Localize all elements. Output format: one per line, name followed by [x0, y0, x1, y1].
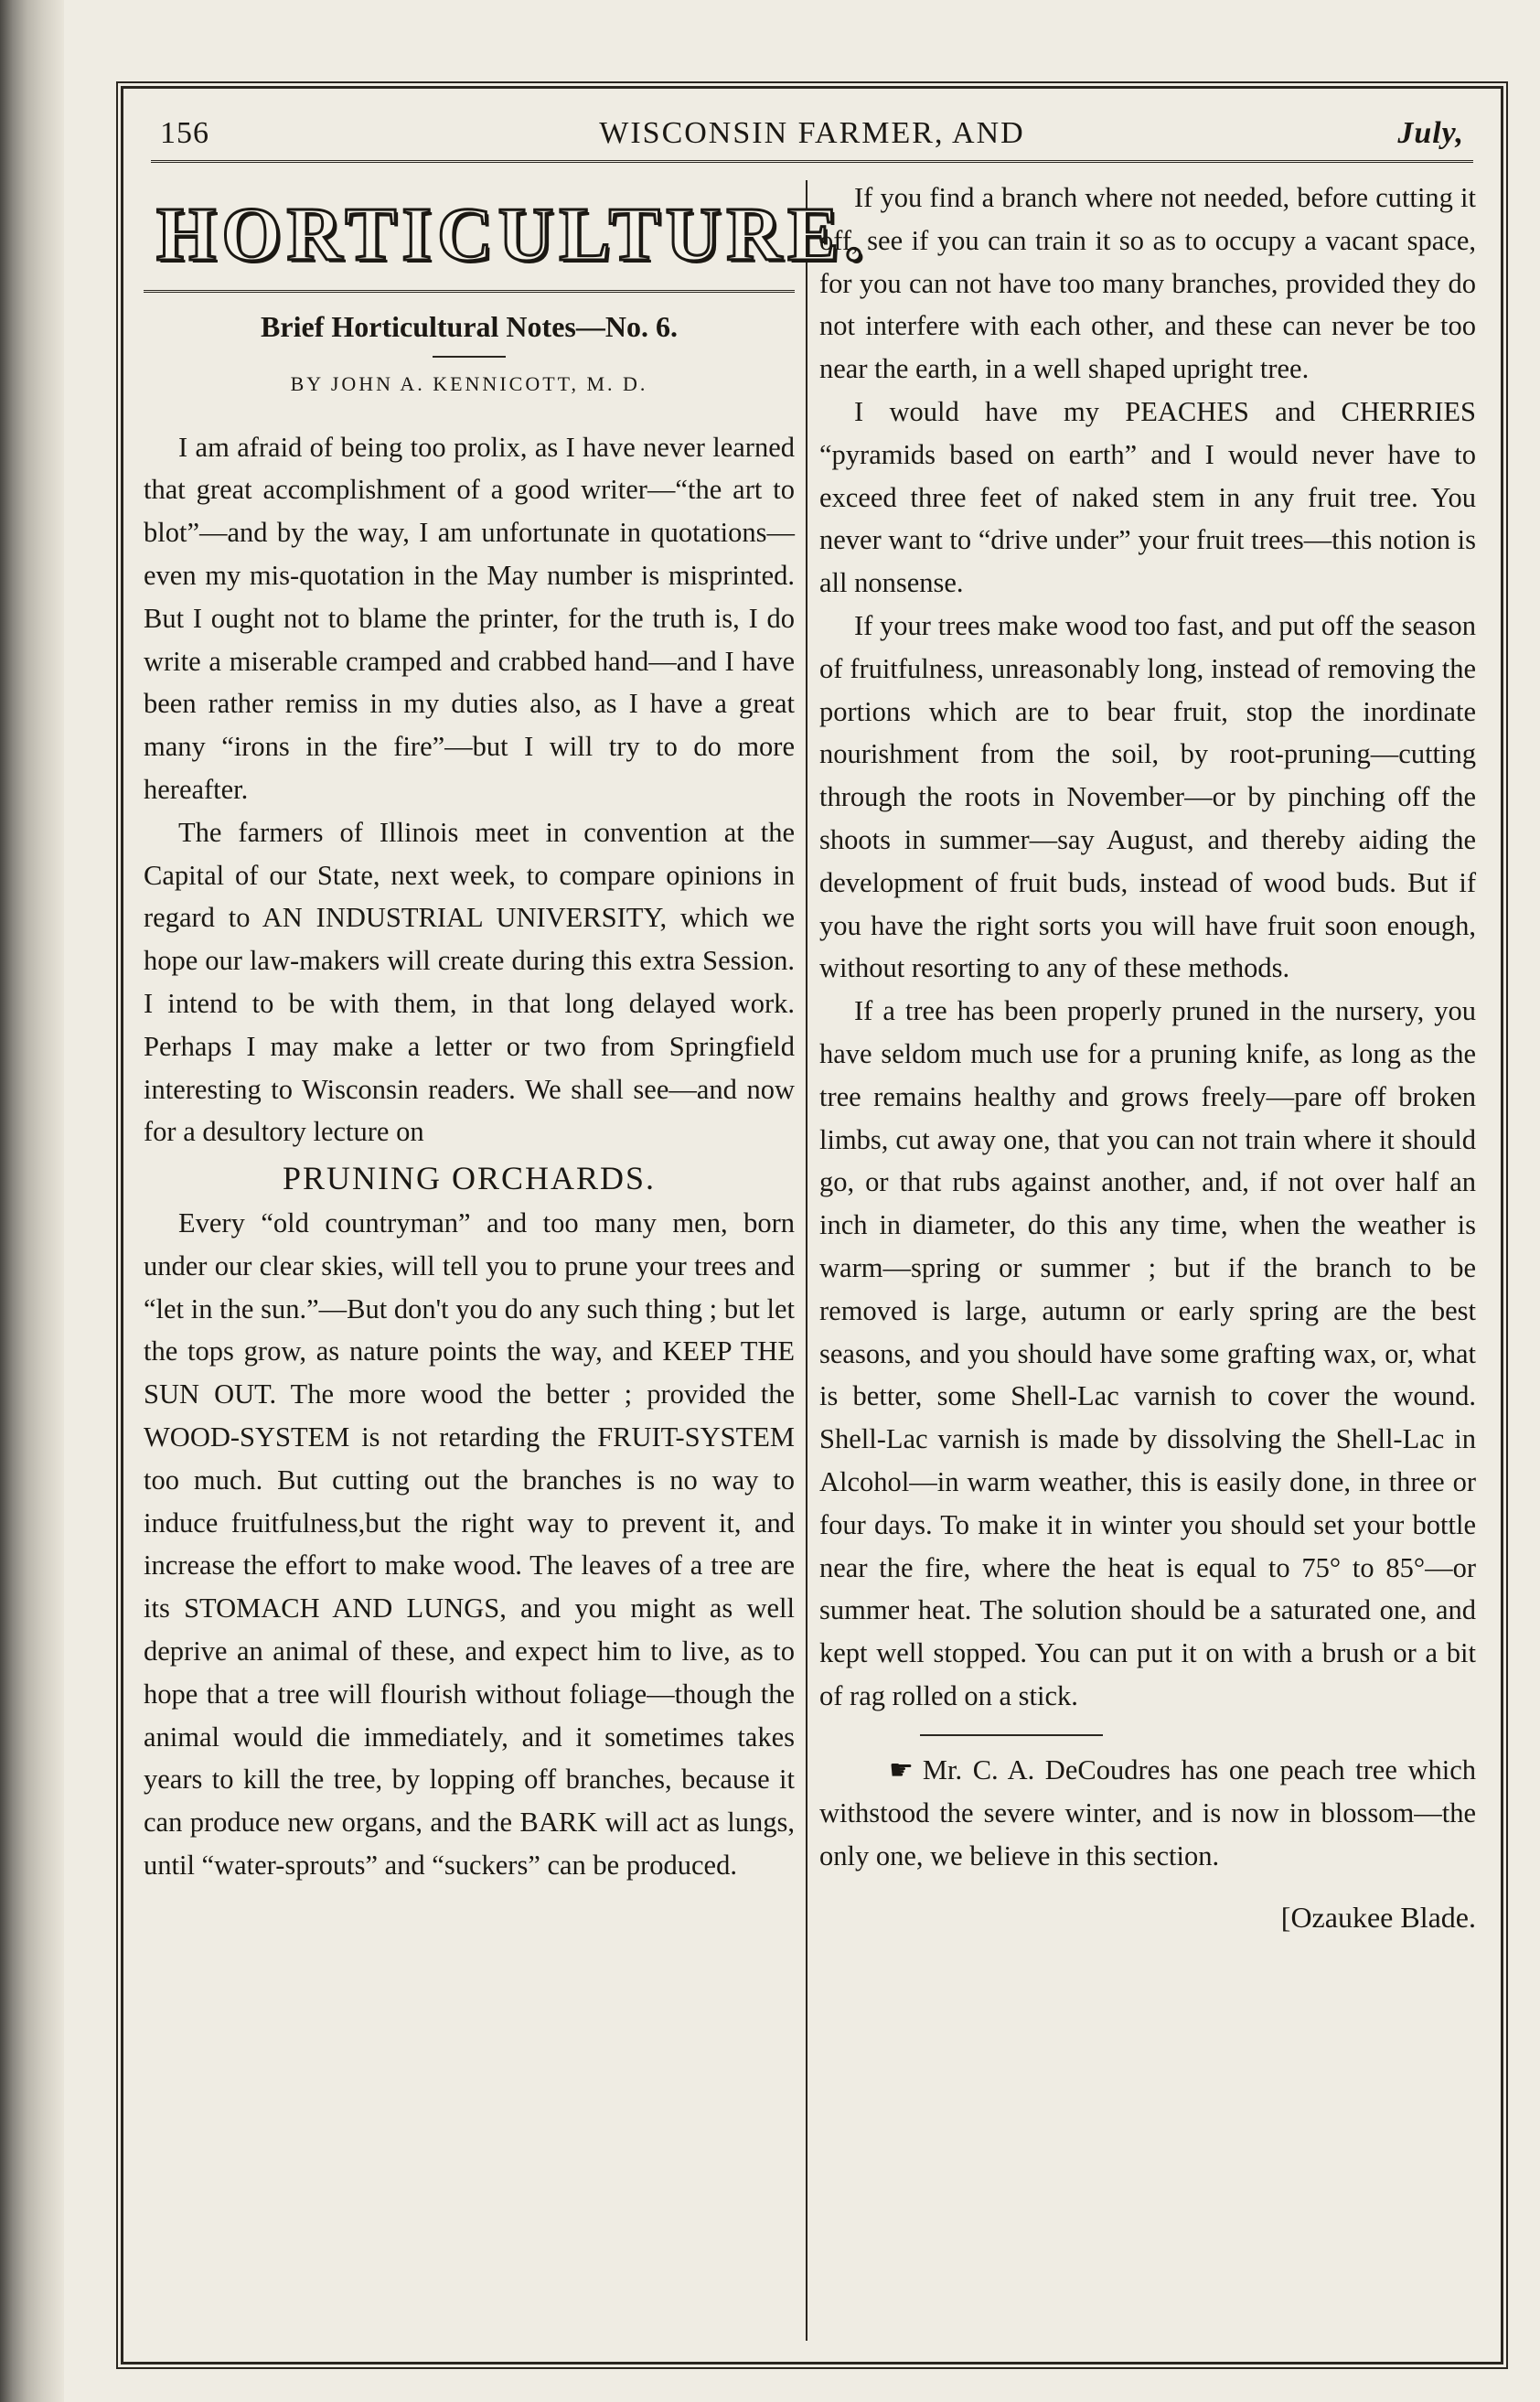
note-separator — [920, 1734, 1103, 1736]
column-divider — [806, 180, 807, 2341]
subhead-pruning-orchards: PRUNING ORCHARDS. — [282, 1160, 657, 1197]
page-number: 156 — [160, 116, 209, 150]
right-column — [819, 177, 1476, 1939]
page-header — [151, 105, 1473, 163]
section-banner — [144, 180, 870, 293]
paragraph-4: If you find a branch where not needed, before cutting it off, see if you can train it so as to occupy a vacant space, for you can not have too many branches, provided they do not interfere with each other, and these can never be too near the earth, in a well shaped upright tree. — [819, 182, 1476, 385]
left-column — [144, 180, 870, 1887]
pointing-hand-icon: ☛ — [889, 1754, 914, 1785]
journal-title: WISCONSIN FARMER, AND — [599, 116, 1025, 150]
news-note-text: Mr. C. A. DeCoudres has one peach tree which withstood the severe winter, and is now in blossom—the only one, we believe in this section. — [819, 1753, 1476, 1872]
title-rule — [433, 356, 506, 358]
paragraph-5: I would have my PEACHES and CHERRIES “pyramids based on earth” and I would never have to exceed three feet of naked stem in any fruit tree. You never want to “drive under” your fruit trees—this notion is all nonsense. — [819, 395, 1476, 599]
issue-month: July, — [1397, 116, 1464, 150]
paragraph-1: I am afraid of being too prolix, as I have never learned that great accomplishment of a good writer—“the art to blot”—and by the way, I am unfortunate in quotations—even my mis-quotation in the May number is misprinted. But I ought not to blame the printer, for the truth is, I do write a miserable cramped and crabbed hand—and I have been rather remiss in my duties also, as I have a great many “irons in the fire”—but I will try to do more hereafter. — [144, 431, 795, 805]
section-banner-text: HORTICULTURE. — [156, 191, 870, 277]
paragraph-2: The farmers of Illinois meet in convention at the Capital of our State, next week, to compare opinions in regard to AN INDUSTRIAL UNIVERSITY, which we hope our law-makers will create during this extra Session. I intend to be with them, in that long delayed work. Perhaps I may make a letter or two from Springfield interesting to Wisconsin readers. We shall see—and now for a desultory lecture on — [144, 816, 795, 1148]
news-note — [819, 1749, 1476, 1878]
page-binding-shadow — [0, 0, 64, 2402]
note-source: [Ozaukee Blade. — [1280, 1901, 1476, 1935]
paragraph-6: If your trees make wood too fast, and put off the season of fruitfulness, unreasonably long, instead of removing the portions which are to bear fruit, stop the inordinate nourishment from the soil, by root-pruning—cutting through the roots in November—or by pinching off the shoots in summer—say August, and thereby aiding the development of fruit buds, instead of wood buds. But if you have the right sorts you will have fruit soon enough, without resorting to any of these methods. — [819, 609, 1476, 984]
newspaper-page — [121, 86, 1503, 2364]
paragraph-7: If a tree has been properly pruned in the nursery, you have seldom much use for a pruning knife, as long as the tree remains healthy and grows freely—pare off broken limbs, cut away one, that you can not train where it should go, or that rubs against another, and, if not over half an inch in diameter, do this any time, when the weather is warm—spring or summer ; but if the branch to be removed is large, autumn or early spring are the best seasons, and you should have some grafting wax, or, what is better, some Shell-Lac varnish to cover the wound. Shell-Lac varnish is made by dissolving the Shell-Lac in Alcohol—in warm weather, this is easily done, in three or four days. To make it in winter you should set your bottle near the fire, where the heat is equal to 75° to 85°—or summer heat. The solution should be a saturated one, and kept well stopped. You can put it on with a brush or a bit of rag rolled on a stick. — [819, 995, 1476, 1711]
paragraph-3: Every “old countryman” and too many men, born under our clear skies, will tell you to prune your trees and “let in the sun.”—But don't you do any such thing ; but let the tops grow, as nature points the way, and KEEP THE SUN OUT. The more wood the better ; provided the WOOD-SYSTEM is not retarding the FRUIT-SYSTEM too much. But cutting out the branches is no way to induce fruitfulness,but the right way to prevent it, and increase the effort to make wood. The leaves of a tree are its STOMACH AND LUNGS, and you might as well deprive an animal of these, and expect him to live, as to hope that a tree will flourish without foliage—though the animal would die immediately, and it sometimes takes years to kill the tree, by lopping off branches, because it can produce new organs, and the BARK will act as lungs, until “water-sprouts” and “suckers” can be produced. — [144, 1206, 795, 1881]
article-title: Brief Horticultural Notes—No. 6. — [261, 310, 678, 343]
article-byline: BY JOHN A. KENNICOTT, M. D. — [290, 371, 648, 395]
